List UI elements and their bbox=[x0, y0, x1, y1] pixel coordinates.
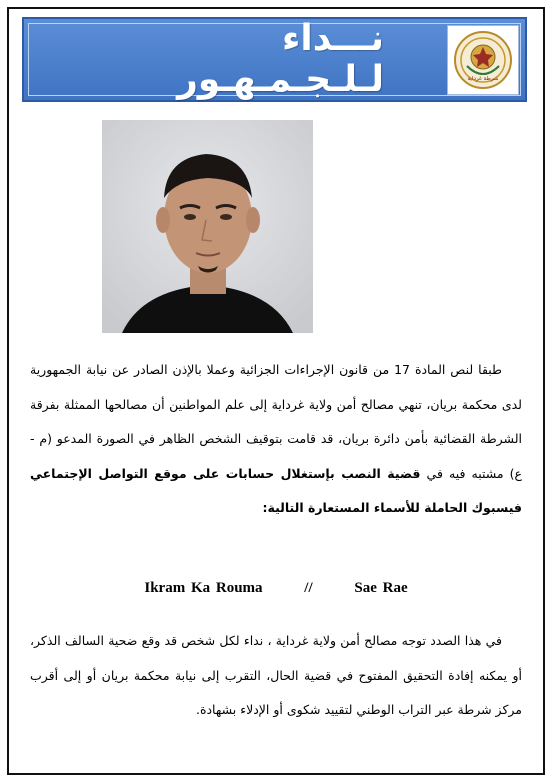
svg-text:شرطة غرداية: شرطة غرداية bbox=[467, 76, 499, 82]
page-title: نـــداء لـلـجـمـهـور bbox=[177, 18, 384, 100]
alias-name-1: Ikram Ka Rouma bbox=[144, 580, 263, 596]
suspect-photo bbox=[102, 120, 313, 333]
alias-names bbox=[30, 580, 522, 597]
notice-intro-text: طبقا لنص المادة 17 من قانون الإجراءات الجزائية وعملا بالإذن الصادر عن نيابة الجمهورية لدى محكمة بريان، تنهي مصالح أمن ولاية غرداية إلى علم المواطنين أن مصالحها الممثلة بفرقة الشرطة القضائية بأمن دائرة بريان، قد قامت بتوقيف الشخص الظاهر في الصورة المدعو (م - ع) مشتبه فيه في bbox=[30, 362, 523, 481]
emblem-seal-icon bbox=[453, 30, 513, 90]
closing-text: في هذا الصدد توجه مصالح أمن ولاية غرداية ، نداء لكل شخص قد وقع ضحية السالف الذكر، أو يمكنه إفادة التحقيق المفتوح في قضية الحال، التقرب إلى نيابة محكمة بريان أو إلى أقرب مركز شرطة عبر التراب الوطني لتقييد شكوى أو الإدلاء بشهادة. bbox=[30, 633, 522, 717]
notice-bold-text: قضية النصب بإستغلال حسابات على موقع التواصل الإجتماعي فيسبوك الحاملة للأسماء المستعارة التالية: bbox=[30, 465, 522, 515]
police-emblem bbox=[447, 25, 519, 95]
alias-name-2: Sae Rae bbox=[354, 580, 408, 596]
header-banner bbox=[22, 17, 527, 102]
closing-paragraph bbox=[30, 624, 522, 728]
alias-separator: // bbox=[304, 580, 313, 596]
notice-body bbox=[30, 353, 522, 526]
suspect-portrait-image bbox=[102, 120, 313, 333]
